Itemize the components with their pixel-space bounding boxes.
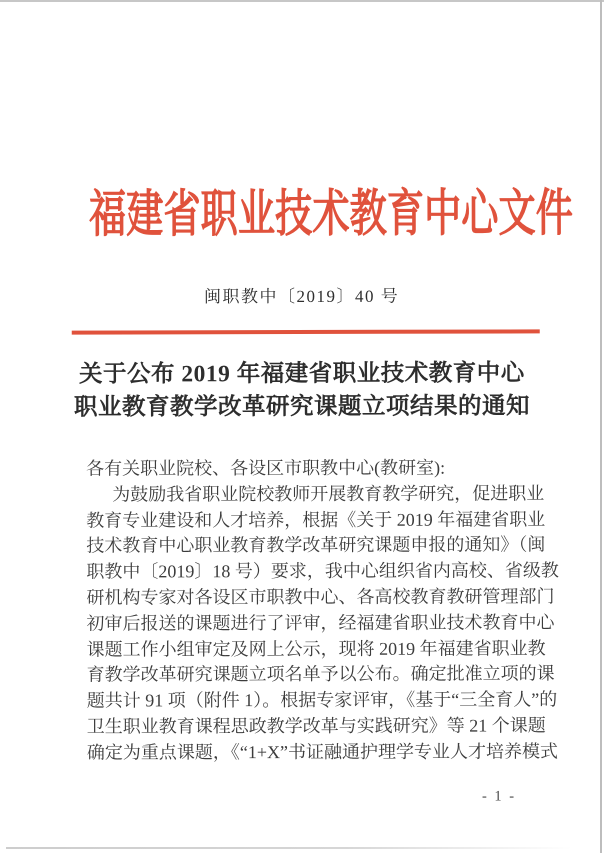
letterhead-divider-line: [72, 329, 540, 334]
body-text-line: 初审后报送的课题进行了评审，经福建省职业技术教育中心: [86, 612, 555, 634]
body-text-line: 卫生职业教育课程思政教学改革与实践研究》等 21 个课题: [86, 715, 546, 737]
body-text-line: 为鼓励我省职业院校教师开展教育教学研究，促进职业: [112, 483, 545, 505]
body-text-line: 教育专业建设和人才培养，根据《关于 2019 年福建省职业: [86, 508, 546, 531]
letterhead-org-title-text: 福建省职业技术教育中心文件: [88, 186, 574, 244]
body-text-line: 题共计 91 项（附件 1）。根据专家评审，《基于“三全育人”的: [86, 689, 558, 711]
body-text-line: 确定为重点课题，《“1+X”书证融通护理学专业人才培养模式: [86, 741, 559, 763]
document-body: [86, 455, 559, 766]
document-number: 闽职教中〔2019〕40 号: [204, 286, 400, 307]
body-text-line: 技术教育中心职业教育教学改革研究课题申报的通知》（闽: [86, 534, 546, 556]
body-text-line: 课题工作小组审定及网上公示，现将 2019 年福建省职业教: [86, 637, 546, 660]
body-text-line: 职教中〔2019〕18 号）要求，我中心组织省内高校、省级教: [86, 560, 559, 582]
document-title: [0, 357, 604, 425]
document-title-line-1: 关于公布 2019 年福建省职业技术教育中心: [78, 360, 525, 388]
body-paragraph: [86, 481, 559, 766]
body-salutation: 各有关职业院校、各设区市职教中心(教研室):: [86, 457, 446, 479]
body-text-line: 育教学改革研究课题立项名单予以公布。确定批准立项的课: [86, 663, 555, 685]
body-text-line: 研机构专家对各设区市职教中心、各高校教育教研管理部门: [86, 586, 555, 608]
page-number: - 1 -: [481, 788, 517, 805]
document-title-line-2: 职业教育教学改革研究课题立项结果的通知: [73, 393, 530, 421]
letterhead-org-title: [0, 185, 604, 245]
